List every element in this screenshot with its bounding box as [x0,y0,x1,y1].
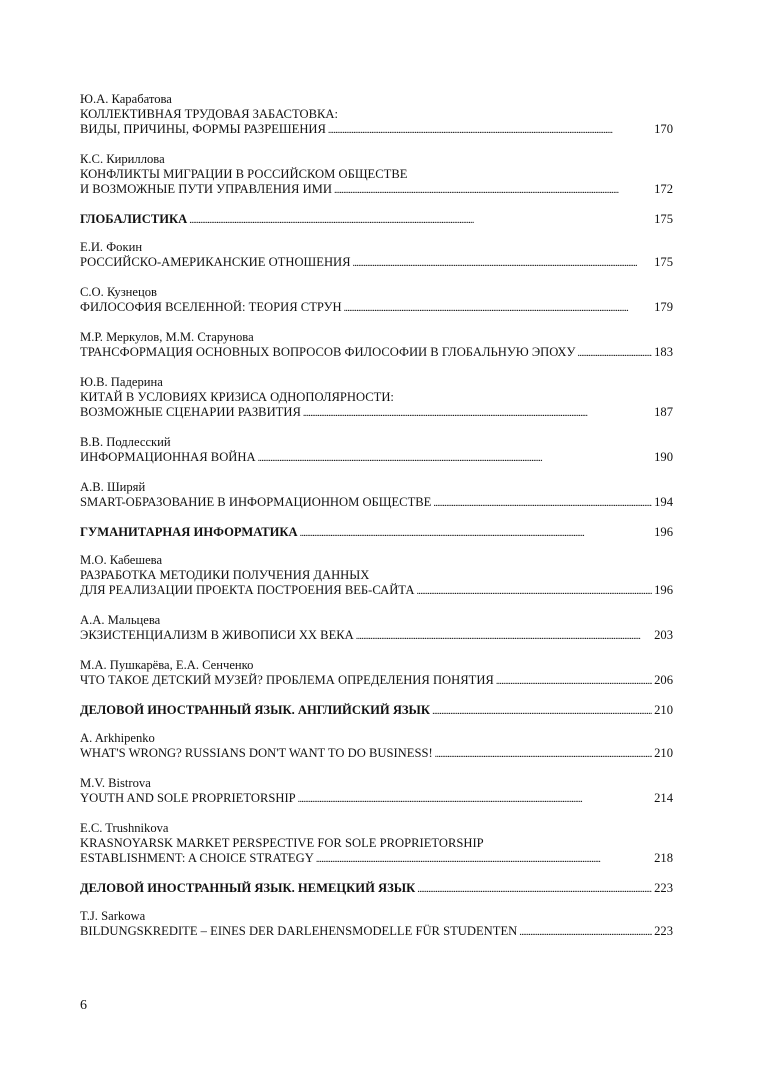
entry-leader-line [80,495,673,511]
entry-leader-line [80,851,673,867]
toc-entry [80,909,673,940]
section-title: ДЕЛОВОЙ ИНОСТРАННЫЙ ЯЗЫК. АНГЛИЙСКИЙ ЯЗЫК [80,703,431,717]
entry-author: E.C. Trushnikova [80,821,169,835]
entry-title: ЭКЗИСТЕНЦИАЛИЗМ В ЖИВОПИСИ XX ВЕКА [80,628,354,642]
entry-author: А.А. Мальцева [80,613,161,627]
entry-author: М.Р. Меркулов, М.М. Старунова [80,330,254,344]
toc-entry [80,435,673,466]
dot-leader [300,526,652,541]
entry-leader-line [80,791,673,807]
entry-author: М.А. Пушкарёва, Е.А. Сенченко [80,658,254,672]
entry-leader-line [80,255,673,271]
entry-author: К.С. Кириллова [80,152,165,166]
entry-leader-line [80,122,673,138]
entry-leader-line [80,300,673,316]
entry-page-number: 210 [654,703,673,717]
dot-leader [577,346,652,361]
dot-leader [435,747,652,762]
dot-leader [316,852,652,867]
dot-leader [356,629,652,644]
dot-leader [432,704,652,719]
entry-leader-line [80,746,673,762]
dot-leader [417,882,652,897]
toc-entry [80,152,673,198]
entry-page-number: 223 [654,881,673,895]
toc-section [80,703,673,719]
entry-title: SMART-ОБРАЗОВАНИЕ В ИНФОРМАЦИОННОМ ОБЩЕСТВЕ [80,495,432,509]
entry-author: В.В. Подлесский [80,435,171,449]
entry-leader-line [80,924,673,940]
entry-author: M.V. Bistrova [80,776,151,790]
entry-page-number: 170 [654,122,673,136]
section-title: ГУМАНИТАРНАЯ ИНФОРМАТИКА [80,525,298,539]
entry-title: BILDUNGSKREDITE – EINES DER DARLEHENSMODELLE FÜR STUDENTEN [80,924,518,938]
entry-author: Е.И. Фокин [80,240,143,254]
entry-leader-line [80,673,673,689]
entry-page-number: 203 [654,628,673,642]
entry-title: YOUTH AND SOLE PROPRIETORSHIP [80,791,296,805]
toc-entry [80,658,673,689]
dot-leader [496,674,652,689]
entry-page-number: 206 [654,673,673,687]
entry-author: Ю.А. Карабатова [80,92,172,106]
toc-entry [80,480,673,511]
entry-title: ИНФОРМАЦИОННАЯ ВОЙНА [80,450,256,464]
entry-page-number: 172 [654,182,673,196]
entry-page-number: 196 [654,525,673,539]
dot-leader [416,584,652,599]
entry-leader-line [80,182,673,198]
entry-page-number: 175 [654,212,673,226]
toc-entry [80,821,673,867]
toc-entry [80,776,673,807]
entry-leader-line [80,881,673,897]
entry-author: А.В. Ширяй [80,480,146,494]
toc-entry [80,553,673,599]
entry-title: ФИЛОСОФИЯ ВСЕЛЕННОЙ: ТЕОРИЯ СТРУН [80,300,342,314]
entry-leader-line [80,345,673,361]
entry-page-number: 183 [654,345,673,359]
dot-leader [344,301,653,316]
toc-entry [80,613,673,644]
entry-author: A. Arkhipenko [80,731,155,745]
toc-section [80,212,673,228]
entry-title: WHAT'S WRONG? RUSSIANS DON'T WANT TO DO BUSINESS! [80,746,433,760]
entry-page-number: 196 [654,583,673,597]
dot-leader [433,496,652,511]
entry-leader-line [80,450,673,466]
toc-entry [80,375,673,421]
entry-title: РОССИЙСКО-АМЕРИКАНСКИЕ ОТНОШЕНИЯ [80,255,351,269]
entry-leader-line [80,703,673,719]
dot-leader [303,406,652,421]
entry-title-line: КИТАЙ В УСЛОВИЯХ КРИЗИСА ОДНОПОЛЯРНОСТИ: [80,390,394,404]
entry-leader-line [80,405,673,421]
entry-page-number: 223 [654,924,673,938]
entry-title: ТРАНСФОРМАЦИЯ ОСНОВНЫХ ВОПРОСОВ ФИЛОСОФИИ В ГЛОБАЛЬНУЮ ЭПОХУ [80,345,576,359]
entry-title: ЧТО ТАКОЕ ДЕТСКИЙ МУЗЕЙ? ПРОБЛЕМА ОПРЕДЕЛЕНИЯ ПОНЯТИЯ [80,673,494,687]
entry-title-line: КОЛЛЕКТИВНАЯ ТРУДОВАЯ ЗАБАСТОВКА: [80,107,338,121]
section-title: ДЕЛОВОЙ ИНОСТРАННЫЙ ЯЗЫК. НЕМЕЦКИЙ ЯЗЫК [80,881,416,895]
entry-page-number: 187 [654,405,673,419]
entry-page-number: 179 [654,300,673,314]
entry-page-number: 175 [654,255,673,269]
entry-title: ВОЗМОЖНЫЕ СЦЕНАРИИ РАЗВИТИЯ [80,405,301,419]
entry-leader-line [80,525,673,541]
page-number: 6 [80,998,87,1013]
entry-author: М.О. Кабешева [80,553,163,567]
entry-title-line: КОНФЛИКТЫ МИГРАЦИИ В РОССИЙСКОМ ОБЩЕСТВЕ [80,167,408,181]
dot-leader [353,256,653,271]
table-of-contents [80,92,673,954]
entry-leader-line [80,583,673,599]
toc-entry [80,92,673,138]
toc-entry [80,240,673,271]
entry-title: ESTABLISHMENT: A CHOICE STRATEGY [80,851,314,865]
entry-title-line: KRASNOYARSK MARKET PERSPECTIVE FOR SOLE PROPRIETORSHIP [80,836,484,850]
toc-entry [80,285,673,316]
entry-title-line: РАЗРАБОТКА МЕТОДИКИ ПОЛУЧЕНИЯ ДАННЫХ [80,568,370,582]
toc-section [80,525,673,541]
entry-page-number: 190 [654,450,673,464]
dot-leader [258,451,653,466]
dot-leader [298,792,652,807]
entry-title: И ВОЗМОЖНЫЕ ПУТИ УПРАВЛЕНИЯ ИМИ [80,182,332,196]
entry-page-number: 194 [654,495,673,509]
entry-leader-line [80,212,673,228]
entry-title: ВИДЫ, ПРИЧИНЫ, ФОРМЫ РАЗРЕШЕНИЯ [80,122,326,136]
entry-title: ДЛЯ РЕАЛИЗАЦИИ ПРОЕКТА ПОСТРОЕНИЯ ВЕБ-САЙТА [80,583,415,597]
dot-leader [328,123,652,138]
toc-entry [80,731,673,762]
entry-page-number: 214 [654,791,673,805]
entry-page-number: 210 [654,746,673,760]
dot-leader [519,925,652,940]
entry-author: T.J. Sarkowa [80,909,146,923]
dot-leader [189,213,652,228]
entry-author: С.О. Кузнецов [80,285,157,299]
toc-entry [80,330,673,361]
entry-author: Ю.В. Падерина [80,375,163,389]
entry-page-number: 218 [654,851,673,865]
entry-leader-line [80,628,673,644]
section-title: ГЛОБАЛИСТИКА [80,212,188,226]
toc-section [80,881,673,897]
dot-leader [334,183,652,198]
